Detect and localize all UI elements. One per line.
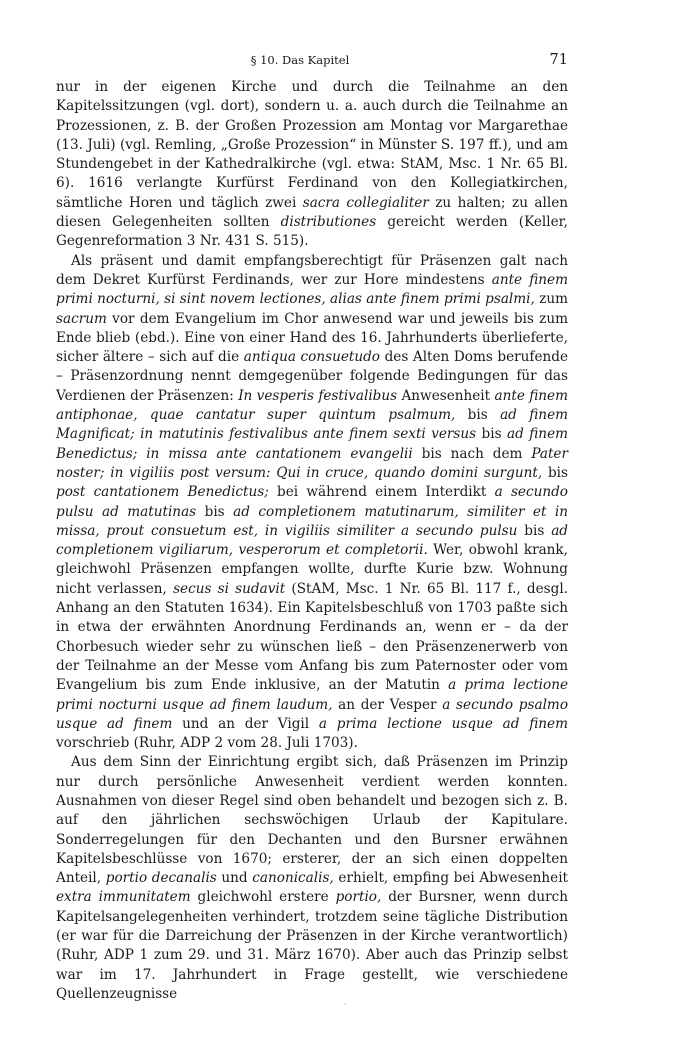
latin-quote: a secundo pulsu ad matutinas <box>56 484 568 520</box>
text-run: bis <box>517 522 552 539</box>
text-run: bei während einem Interdikt <box>268 484 495 501</box>
text-run: des Alten Doms berufende – Präsenzordnung nennt demgegenüber folgende Bedingungen für das Verdienen der Präsenzen: <box>56 349 569 404</box>
text-run: gleichwohl erstere <box>190 889 336 906</box>
latin-quote: distributiones <box>280 214 377 231</box>
text-run: vor dem Evangelium im Chor anwesend war und jeweils bis zum Ende blieb (ebd.). Eine von einer Hand des 16. Jahrhunderts überlieferte, sicher ältere – sich auf die <box>56 310 568 366</box>
text-run: bis <box>476 426 508 443</box>
latin-quote: portio decanalis <box>105 870 217 887</box>
page-mark: · <box>343 1000 347 1010</box>
text-run: Aus dem Sinn der Einrichtung ergibt sich, daß Präsenzen im Prinzip nur durch persönliche Anwesenheit verdient werden konnten. Ausnahmen von dieser Regel sind oben behandelt und bezogen sich z. B. auf den jährlichen sechswöchigen Urlaub der Kapitulare. Sonderregelungen für den Dechanten und den Bursner erwähnen Kapitelsbeschlüsse von 1670; ersterer, der an sich einen doppelten Anteil, <box>56 754 568 887</box>
paragraph-3 <box>56 753 568 1004</box>
latin-quote: secus si sudavit <box>173 580 286 597</box>
latin-quote: extra immunitatem <box>56 889 191 906</box>
text-run: nur in der eigenen Kirche und durch die Teilnahme an den Kapitelssitzungen (vgl. dort), sondern u. a. auch durch die Teilnahme an Prozessionen, z. B. der Großen Prozession am Montag vor Margarethae (13. Juli) (vgl. Remling, „Große Prozession“ in Münster S. 197 ff.), und am Stundengebet in der Kathedralkirche (vgl. etwa: StAM, Msc. 1 Nr. 65 Bl. 6). 1616 verlangte Kurfürst Ferdinand von den Kollegiatkirchen, sämtliche Horen und täglich zwei <box>56 79 568 211</box>
text-run: bis <box>542 464 568 481</box>
latin-quote: antiqua consuetudo <box>243 349 380 366</box>
text-run: und <box>216 870 253 887</box>
text-run: Anwesenheit <box>397 387 495 404</box>
latin-quote: ad finem Benedictus; in missa ante cantationem evangelii <box>56 426 568 462</box>
latin-quote: ad completionem matutinarum, similiter et in missa, prout consuetum est, in vigiliis similiter a secundo pulsu <box>56 503 569 539</box>
body-text <box>56 78 568 1004</box>
text-run: bis <box>196 503 234 520</box>
text-run: bis <box>455 407 501 424</box>
latin-quote: ante finem primi nocturni, si sint novem lectiones, alias ante finem primi psalmi, <box>56 271 568 308</box>
paragraph-2 <box>56 252 568 754</box>
latin-quote: ante finem antiphonae, quae cantatur super quintum psalmum, <box>56 387 568 424</box>
latin-quote: a secundo psalmo usque ad finem <box>56 696 569 732</box>
text-run: vorschrieb (Ruhr, ADP 2 vom 28. Juli 1703). <box>56 735 358 752</box>
text-run: an der Vesper <box>332 696 443 713</box>
latin-quote: portio, <box>335 889 382 906</box>
latin-quote: canonicalis, <box>252 870 334 887</box>
text-run: erhielt, empfing bei Abwesenheit <box>333 870 569 887</box>
latin-quote: post cantationem Benedictus; <box>56 484 269 501</box>
running-title: § 10. Das Kapitel <box>250 53 350 67</box>
text-run: Als präsent und damit empfangsberechtigt für Präsenzen galt nach dem Dekret Kurfürst Ferdinands, wer zur Hore mindestens <box>56 252 568 288</box>
latin-quote: a prima lectione primi nocturni usque ad finem laudum, <box>56 677 568 713</box>
text-run: der Bursner, wenn durch Kapitelsangelegenheiten verhindert, trotzdem seine tägliche Distribution (er war für die Darreichung der Präsenzen in der Kirche verantwortlich) (Ruhr, ADP 1 zum 29. und 31. März 1670). Aber auch das Prinzip selbst war im 17. Jahrhundert in Frage gestellt, wie verschiedene Quellenzeugnisse <box>56 889 568 1002</box>
text-run: bis nach dem <box>412 445 532 462</box>
latin-quote: sacra collegialiter <box>302 194 429 211</box>
paragraph-1 <box>56 78 568 252</box>
latin-quote: In vesperis festivalibus <box>238 387 398 404</box>
latin-quote: a prima lectione usque ad finem <box>318 715 568 732</box>
latin-quote: ad completionem vigiliarum, vesperorum et completorii. <box>56 522 568 559</box>
text-run: (StAM, Msc. 1 Nr. 65 Bl. 117 f., desgl. Anhang an den Statuten 1634). Ein Kapitelsbeschluß von 1703 paßte sich in etwa der erwähnten Anordnung Ferdinands an, wenn er – da der Chorbesuch wieder sehr zu wünschen ließ – den Präsenzenerwerb von der Teilnahme an der Messe vom Anfang bis zum Paternoster oder vom Evangelium bis zum Ende inklusive, an der Matutin <box>56 580 568 694</box>
text-run: zum <box>534 291 568 308</box>
latin-quote: sacrum <box>56 310 107 327</box>
latin-quote: ad finem Magnificat; in matutinis festivalibus ante finem sexti versus <box>56 407 568 443</box>
text-run: und an der Vigil <box>172 715 319 732</box>
running-head <box>0 50 700 70</box>
text-run: Wer, obwohl krank, gleichwohl Präsenzen empfangen wollte, durfte Kurie bzw. Wohnung nicht verlassen, <box>56 542 568 597</box>
text-run: gereicht werden (Keller, Gegenreformation 3 Nr. 431 S. 515). <box>56 214 568 250</box>
latin-quote: Pater noster; in vigiliis post versum: Qui in cruce, quando domini surgunt, <box>56 445 568 481</box>
page-number: 71 <box>549 52 568 68</box>
text-run: zu halten; zu allen diesen Gelegenheiten sollten <box>56 194 568 231</box>
